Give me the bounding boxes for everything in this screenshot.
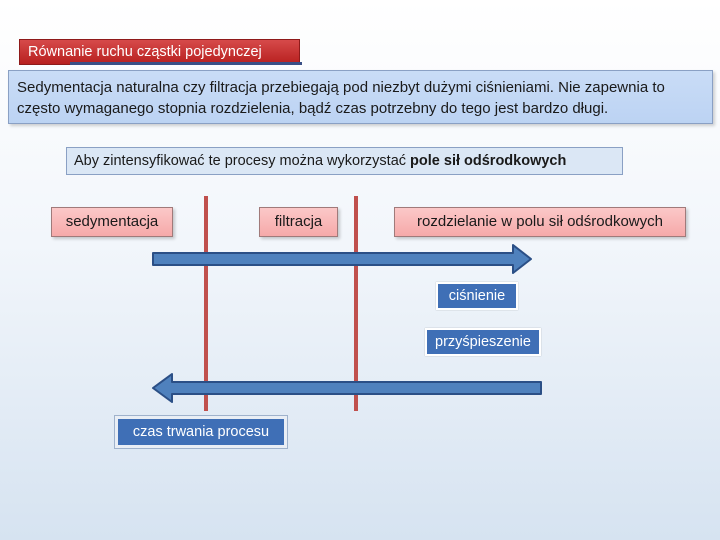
intro-text-box: Sedymentacja naturalna czy filtracja przebiegają pod niezbyt dużymi ciśnieniami. Nie zapewnia to często wymaganego stopnia rozdzielenia, bądź czas potrzebny do tego jest bardzo długi. (8, 70, 713, 124)
process-centrifugal-separation: rozdzielanie w polu sił odśrodkowych (394, 207, 686, 237)
arrow-right-pressure (153, 245, 531, 273)
slide-title: Równanie ruchu cząstki pojedynczej (19, 39, 300, 65)
arrow-left-time (153, 374, 541, 402)
label-acceleration: przyśpieszenie (425, 328, 541, 356)
label-process-time: czas trwania procesu (115, 416, 287, 448)
note-prefix: Aby zintensyfikować te procesy można wykorzystać (74, 153, 411, 169)
label-pressure: ciśnienie (436, 282, 518, 310)
process-sedimentation: sedymentacja (51, 207, 173, 237)
process-filtration: filtracja (259, 207, 338, 237)
note-emphasis: pole sił odśrodkowych (410, 153, 567, 169)
